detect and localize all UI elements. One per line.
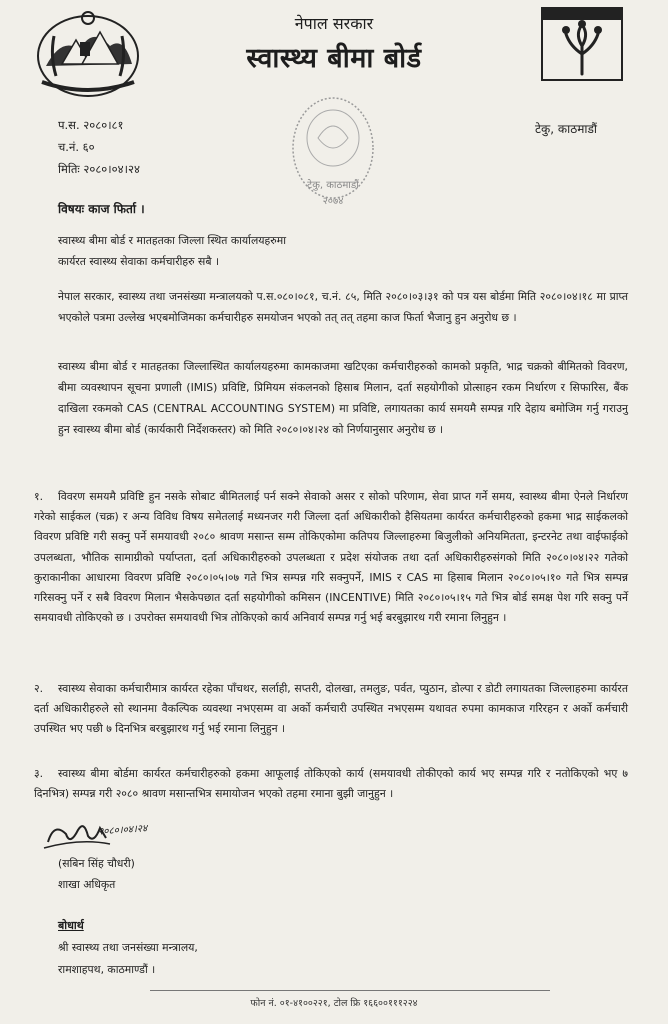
signature-date: २०८०।०४।२४: [97, 823, 148, 838]
list-item-text: विवरण समयमै प्रविष्टि हुन नसके सोबाट बीमितलाई पर्न सक्ने सेवाको असर र सोको परिणाम, सेवा प्राप्त गर्ने समय, स्वास्थ्य बीमा ऐनले निर्धारण गरेको साईकल (चक्र) र अन्य विविध विषय समेतलाई मध्यनजर गरी जिल्ला दर्ता अधिकारीको हैसियतमा कार्यरत कर्मचारीहरुको हकमा भाद्र साईकलको विवरण प्रविष्टि गरी सक्नु पर्ने समयावधी २०८० श्रावण मसान्त सम्म तोकिएकोमा कतिपय जिल्लाहरुमा बिजुलीको अनियमितता, इन्टरनेट तथा वाईफाईको उपलब्धता, भौतिक सामाग्रीको पर्याप्तता, दर्ता अधिकारीहरुको उपलब्धता र प्रदेश संयोजक तथा दर्ता अधिकारीहरुसंगको मिति २०८०।०४।२२ गतेको कुराकानीका आधारमा विवरण प्रविष्टि २०८०।०५।०७ गते भित्र सम्पन्न गरि सक्नुपर्ने, IMIS र CAS मा हिसाब मिलान २०८०।०५।१० गते भित्र सम्पन्न गरिसक्नु पर्ने र सबै विवरण मिलान भैसकेपछात दर्ता सहयोगीको कमिसन (INCENTIVE) मिति २०८०।०५।१५ गते भित्र बोर्ड समक्ष पेश गरि सक्नु पर्ने समयावधी तोकिएको छ । उपरोक्त समयावधी भित्र तोकिएको कार्य अनिवार्य सम्पन्न गर्नु भई बरबुझारथ गरी रमाना लिनुहुन ।: [34, 490, 628, 625]
addressee-line-2: कार्यरत स्वास्थ्य सेवाका कर्मचारीहरु सबै ।: [58, 255, 220, 268]
stamp-number: २०७४: [322, 196, 344, 207]
government-heading: नेपाल सरकार: [294, 14, 374, 33]
addressee-line-1: स्वास्थ्य बीमा बोर्ड र मातहतका जिल्ला स्थित कार्यालयहरुमा: [58, 234, 286, 247]
signer-designation: शाखा अधिकृत: [58, 878, 116, 891]
list-item-text: स्वास्थ्य बीमा बोर्डमा कार्यरत कर्मचारीहरुको हकमा आफूलाई तोकिएको कार्य (समयावधी तोकीएको कार्य भए सम्पन्न गरि र नतोकिएको भए ७ दिनभित्र) सम्पन्न गरी २०८० श्रावण मसान्तभित्र समायोजन भएको तहमा रमाना बुझी जानुहुन ।: [34, 767, 628, 801]
cc-heading: बोधार्थ: [58, 919, 84, 932]
list-item-2: [34, 679, 628, 740]
list-item-number: २.: [34, 682, 44, 695]
body-paragraph-1: नेपाल सरकार, स्वास्थ्य तथा जनसंख्या मन्त्रालयको प.स.०८०।०८१, च.नं. ८५, मिति २०८०।०३।३१ को पत्र यस बोर्डमा मिति २०८०।०४।१८ मा प्राप्त भएकोले पत्रमा उल्लेख भएबमोजिमका कर्मचारीहरु समयोजन भएको तत् तत् तहमा काज फिर्ता भैजानु हुन अनुरोध छ ।: [58, 290, 628, 324]
reference-ps: प.स. २०८०।८१: [58, 118, 124, 132]
footer-divider: [150, 990, 550, 991]
board-heading: स्वास्थ्य बीमा बोर्ड: [246, 43, 422, 74]
list-item-number: ३.: [34, 767, 44, 780]
signer-name: (सबिन सिंह चौधरी): [58, 857, 135, 870]
list-item-3: [34, 764, 628, 804]
reference-date: मितिः २०८०।०४।२४: [58, 162, 140, 176]
office-location: टेकु, काठमाडौं: [535, 122, 598, 136]
office-stamp: [278, 88, 388, 218]
list-item-text: स्वास्थ्य सेवाका कर्मचारीमात्र कार्यरत रहेका पाँचथर, सर्लाही, सप्तरी, दोलखा, तमलुङ, पर्वत, प्युठान, डोल्पा र डोटी लगायतका जिल्लाहरुमा कार्यरत दर्ता अधिकारीहरुले सो स्थानमा वैकल्पिक व्यवस्था नभएसम्म वा अर्को कर्मचारी उपस्थित नभएसम्म यथावत रुपमा कामकाज गरिरहन र अर्को कर्मचारी उपस्थित भए पछी ७ दिनभित्र बरबुझारथ गर्नु भई रमाना लिनुहुन ।: [34, 682, 628, 736]
list-item-1: [34, 487, 628, 628]
stamp-location: टेकु, काठमाडौं: [307, 180, 359, 191]
reference-chan: च.नं. ६०: [58, 140, 95, 154]
cc-line-2: रामशाहपथ, काठमाण्डौं ।: [58, 963, 156, 976]
body-paragraph-2: स्वास्थ्य बीमा बोर्ड र मातहतका जिल्लास्थित कार्यालयहरुमा कामकाजमा खटिएका कर्मचारीहरुको कामको प्रकृति, भाद्र चक्रको बीमितको विवरण, बीमा व्यवस्थापन सूचना प्रणाली (IMIS) प्रविष्टि, प्रिमियम संकलनको हिसाब मिलान, दर्ता सहयोगीको प्रोत्साहन रकम निर्धारण र सिफारिस, बैंक दाखिला रकमको CAS (CENTRAL ACCOUNTING SYSTEM) मा प्रविष्टि, लगायतका कार्य समयमै सम्पन्न गरि देहाय बमोजिम गर्नु गराउनु हुन स्वास्थ्य बीमा बोर्ड (कार्यकारी निर्देशकस्तर) को मिति २०८०।०४।२४ को निर्णयानुसार अनुरोध छ ।: [58, 360, 628, 436]
list-item-number: १.: [34, 490, 44, 503]
footer-contact: फोन नं. ०१-४१००२२१, टोल फ्रि १६६००१११२२४: [250, 998, 418, 1009]
cc-line-1: श्री स्वास्थ्य तथा जनसंख्या मन्त्रालय,: [58, 941, 198, 954]
subject-line: विषयः काज फिर्ता ।: [58, 202, 145, 216]
